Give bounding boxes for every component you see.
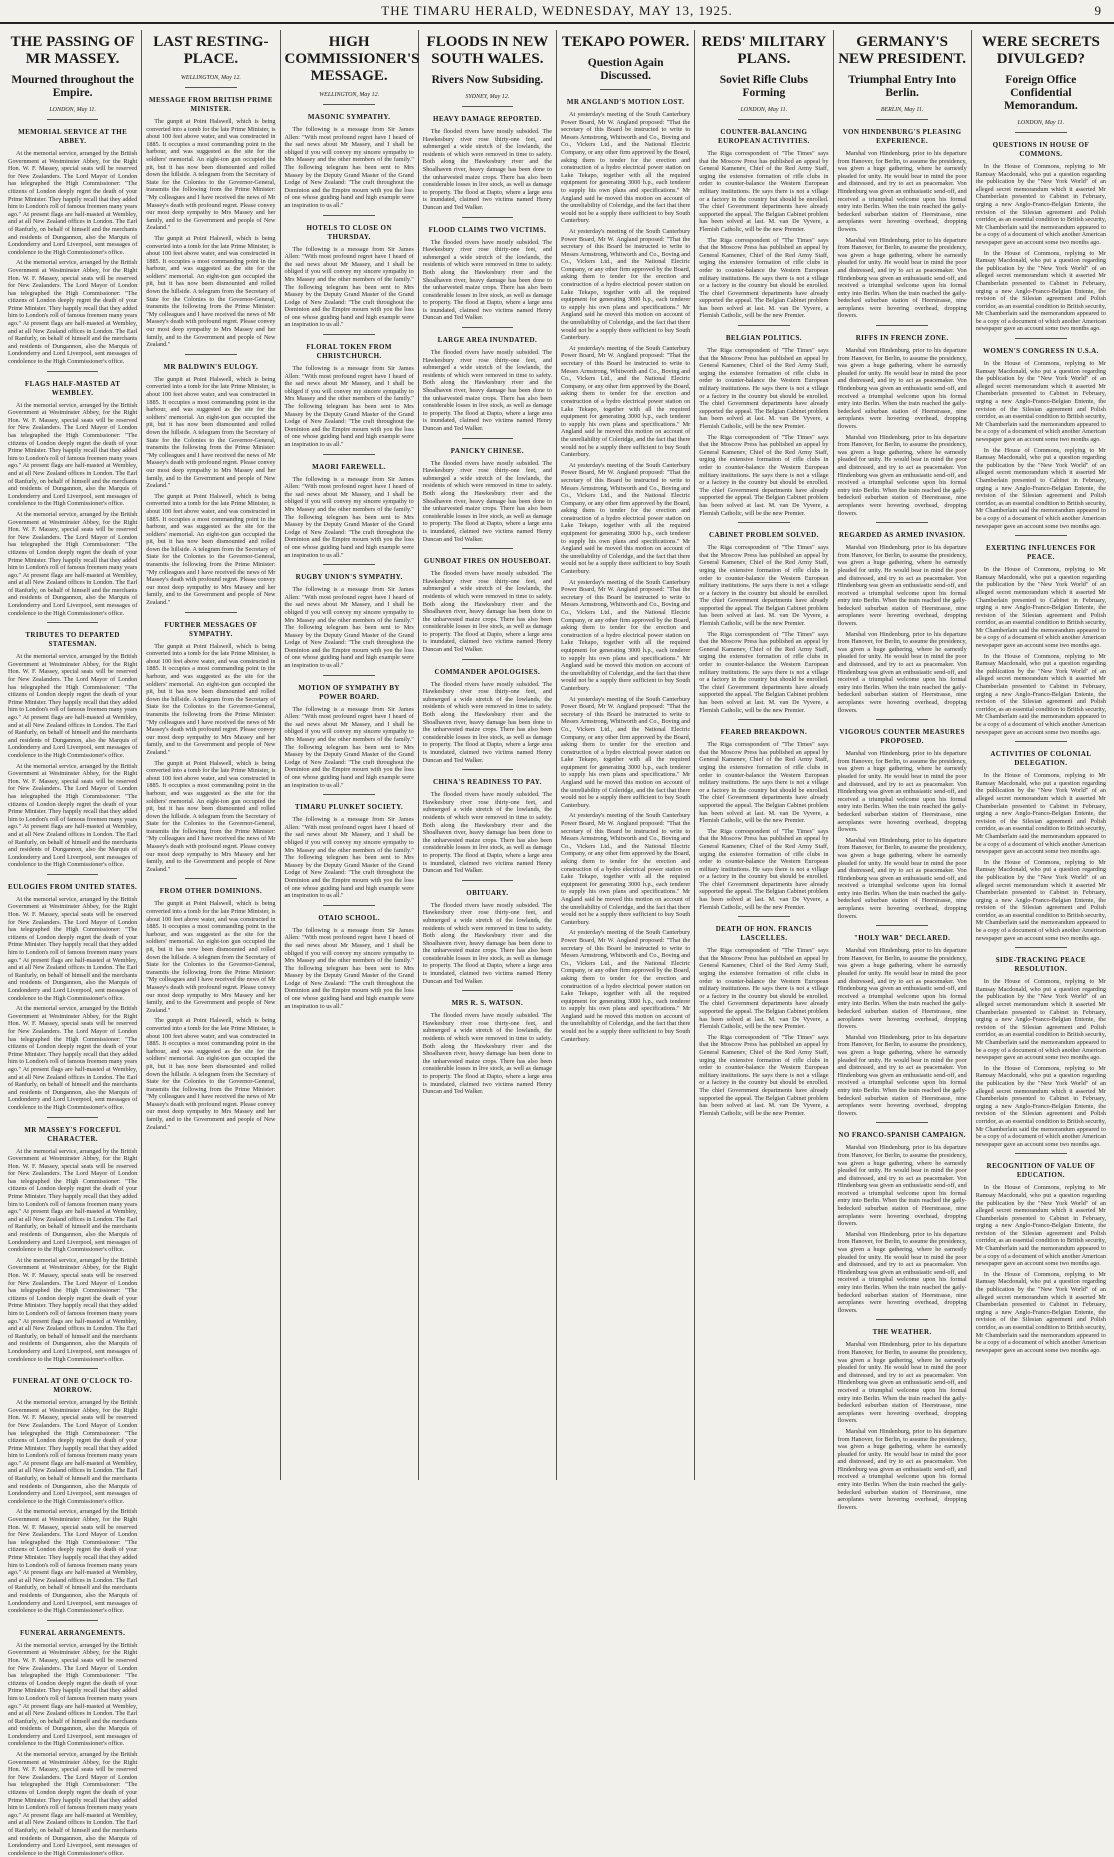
sub-headline: ACTIVITIES OF COLONIAL DELEGATION. [990, 750, 1092, 768]
divider-rule [47, 1620, 99, 1621]
article-paragraph: Marshal von Hindenburg, prior to his departure from Hanover, for Berlin, to assume the presidency, was given a huge gathering, where he earnestly pleaded for unity. He would bear in mind the poor and distressed, and try to act as peacemaker. Von Hindenburg was given an enthusiastic send-off, and received a triumphal welcome upon his formal entry into Berlin. When the train reached the gaily-bedecked suburban station of Heerstrasse, nine aeroplanes were hovering overhead, dropping flowers. [837, 1144, 967, 1228]
article-paragraph: The flooded rivers have mostly subsided. The Hawkesbury river rose thirty-one feet, and submerged a wide stretch of the lowlands, the residents of which were removed in time to safety. Both along the Hawkesbury river and the Shoalhaven river, heavy damage has been done to the unharvested maize crops. There has also been considerable losses in live stock, as well as damage to property. The flood at Dapto, where a large area is inundated, claimed two victims named Henry Duncan and Ted Walker. [422, 128, 552, 211]
article-paragraph: At yesterday's meeting of the South Canterbury Power Board, Mr W. Angland proposed: "That the secretary of this Board be instructed to write to Messrs Armstrong, Whitworth and Co., Boving and Co., Vickers Ltd., and the National Electric Company, or any other firm approved by the Board, asking them to tender for the erection and construction of a hydro electrical power station on Lake Tekapo, together with all the required equipment for generating 3000 h.p., each tenderer to supply his own plans and specifications." Mr Angland said he moved this motion on account of the unreliability of Coleridge, and the fact that there would not be a supply there sufficient to buy South Canterbury. [561, 111, 691, 225]
article-paragraph: The flooded rivers have mostly subsided. The Hawkesbury river rose thirty-one feet, and submerged a wide stretch of the lowlands, the residents of which were removed in time to safety. Both along the Hawkesbury river and the Shoalhaven river, heavy damage has been done to the unharvested maize crops. There has also been considerable losses in live stock, as well as damage to property. The flood at Dapto, where a large area is inundated, claimed two victims named Henry Duncan and Ted Walker. [422, 901, 552, 985]
article-paragraph: The Riga correspondent of "The Times" says that the Moscow Press has published an appeal by General Kamenev, Chief of the Red Army Staff, urging the extensive formation of rifle clubs in order to counter-balance the Western European military institutions. He says there is not a village or a factory in the country but should be enrolled. The chief Government departments have already supported the appeal. The Belgian Cabinet problem has been solved at last. M. van De Vyvere, a Flemish Catholic, will be the new Premier. [699, 827, 829, 911]
sub-headline: RIFFS IN FRENCH ZONE. [855, 334, 949, 343]
divider-rule [185, 354, 237, 355]
divider-rule [1015, 535, 1067, 536]
dateline: LONDON, May 11. [49, 107, 96, 113]
article-paragraph: At the memorial service, arranged by the British Government at Westminster Abbey, for the Right Hon. W. F. Massey, special seats will be reserved for New Zealanders. The Lord Mayor of London has telegraphed the High Commissioner: "The citizens of London deeply regret the death of your Prime Minister. They happily recall that they added him to London's roll of famous freemen many years ago." At present flags are half-masted at Wembley, and at all New Zealand offices in London. The Earl of Ranfurly, on behalf of himself and the merchants and residents of Dungannon, also the Marquis of Londonderry and Lord Liverpool, sent messages of condolence to the High Commissioner's office. [8, 1256, 138, 1363]
article-paragraph: The flooded rivers have mostly subsided. The Hawkesbury river rose thirty-one feet, and submerged a wide stretch of the lowlands, the residents of which were removed in time to safety. Both along the Hawkesbury river and the Shoalhaven river, heavy damage has been done to the unharvested maize crops. There has also been considerable losses in live stock, as well as damage to property. The flood at Dapto, where a large area is inundated, claimed two victims named Henry Duncan and Ted Walker. [422, 1012, 552, 1096]
dateline: WELLINGTON, May 12. [180, 75, 241, 81]
sub-headline: FURTHER MESSAGES OF SYMPATHY. [164, 620, 258, 638]
columns-container [4, 30, 1110, 1857]
article-paragraph: In the House of Commons, replying to Mr Ramsay Macdonald, who put a question regarding the publication by the "New York World" of an alleged secret memorandum which it asserted Mr Chamberlain presented to Cabinet in February, urging a new Anglo-Franco-Belgian Entente, the revision of the Silesian agreement and Polish corridor, as an essential condition to British security, Mr Chamberlain said the memorandum appeared to be a copy of a document of which another American newspaper gave an account some two months ago. [975, 446, 1106, 530]
divider-rule [462, 438, 514, 439]
sub-headline: QUESTIONS IN HOUSE OF COMMONS. [992, 141, 1090, 158]
divider-rule [323, 104, 375, 105]
column-deck: Foreign Office Confidential Memorandum. [1003, 74, 1078, 112]
article-paragraph: The gunpit at Point Halswell, which is being converted into a tomb for the late Prime Minister, is about 100 feet above water, and was constructed in 1885. It occupies a most commanding point in the harbour, and was suggested as the site for the soldiers' memorial. An eight-ton gun occupied the pit, but it has now been dismounted and rolled down the hillside. A telegram from the Secretary of State for the Colonies to the Governor-General, transmits the following from the Prime Minister: "My colleagues and I have received the news of Mr Massey's death with profound regret. Please convey our most deep sympathy to Mrs Massey and her family, and to the Government and people of New Zealand." [146, 118, 276, 232]
divider-rule [1015, 741, 1067, 742]
divider-rule [323, 454, 375, 455]
article-paragraph: In the House of Commons, replying to Mr Ramsay Macdonald, who put a question regarding the publication by the "New York World" of an alleged secret memorandum which it asserted Mr Chamberlain presented to Cabinet in February, urging a new Anglo-Franco-Belgian Entente, the revision of the Silesian agreement and Polish corridor, as an essential condition to British security, Mr Chamberlain said the memorandum appeared to be a copy of a document of which another American newspaper gave an account some two months ago. [975, 566, 1106, 650]
article-paragraph: The Riga correspondent of "The Times" says that the Moscow Press has published an appeal by General Kamenev, Chief of the Red Army Staff, urging the extensive formation of rifle clubs in order to counter-balance the Western European military institutions. He says there is not a village or a factory in the country but should be enrolled. The chief Government departments have already supported the appeal. The Belgian Cabinet problem has been solved at last. M. van De Vyvere, a Flemish Catholic, will be the new Premier. [699, 150, 829, 233]
divider-rule [600, 89, 652, 90]
column-headline: WERE SECRETS DIVULGED? [981, 34, 1100, 67]
sub-headline: HEAVY DAMAGE REPORTED. [433, 115, 542, 123]
article-paragraph: At the memorial service, arranged by the British Government at Westminster Abbey, for the Right Hon. W. F. Massey, special seats will be reserved for New Zealanders. The Lord Mayor of London has telegraphed the High Commissioner: "The citizens of London deeply regret the death of your Prime Minister. They happily recall that they added him to London's roll of famous freemen many years ago." At present flags are half-masted at Wembley, and at all New Zealand offices in London. The Earl of Ranfurly, on behalf of himself and the merchants and residents of Dungannon, also the Marquis of Londonderry and Lord Liverpool, sent messages of condolence to the High Commissioner's office. [8, 1751, 138, 1857]
sub-headline: OTAIO SCHOOL. [318, 913, 380, 922]
sub-headline: CABINET PROBLEM SOLVED. [708, 531, 819, 540]
divider-rule [876, 325, 928, 326]
article-paragraph: The flooded rivers have mostly subsided. The Hawkesbury river rose thirty-one feet, and submerged a wide stretch of the lowlands, the residents of which were removed in time to safety. Both along the Hawkesbury river and the Shoalhaven river, heavy damage has been done to the unharvested maize crops. There has also been considerable losses in live stock, as well as damage to property. The flood at Dapto, where a large area is inundated, claimed two victims named Henry Duncan and Ted Walker. [422, 238, 552, 322]
dateline: LONDON, May 11. [740, 107, 788, 113]
divider-rule [738, 325, 790, 326]
article-paragraph: Marshal von Hindenburg, prior to his departure from Hanover, for Berlin, to assume the presidency, was given a huge gathering, where he earnestly pleaded for unity. He would bear in mind the poor and distressed, and try to act as peacemaker. Von Hindenburg was given an enthusiastic send-off, and received a triumphal welcome upon his formal entry into Berlin. When the train reached the gaily-bedecked suburban station of Heerstrasse, nine aeroplanes were hovering overhead, dropping flowers. [837, 150, 967, 233]
sub-headline: FLOOD CLAIMS TWO VICTIMS. [428, 225, 547, 234]
sub-headline: GUNBOAT FIRES ON HOUSEBOAT. [423, 557, 551, 566]
article-paragraph: In the House of Commons, replying to Mr Ramsay Macdonald, who put a question regarding the publication by the "New York World" of an alleged secret memorandum which it asserted Mr Chamberlain presented to Cabinet in February, urging a new Anglo-Franco-Belgian Entente, the revision of the Silesian agreement and Polish corridor, as an essential condition to British security, Mr Chamberlain said the memorandum appeared to be a copy of a document of which another American newspaper gave an account some two months ago. [975, 858, 1106, 942]
sub-headline: TRIBUTES TO DEPARTED STATESMAN. [25, 631, 120, 649]
sub-headline: NO FRANCO-SPANISH CAMPAIGN. [838, 1131, 966, 1140]
divider-rule [47, 874, 99, 875]
sub-headline: RECOGNITION OF VALUE OF EDUCATION. [986, 1162, 1096, 1180]
article-paragraph: Marshal von Hindenburg, prior to his departure from Hanover, for Berlin, to assume the presidency, was given a huge gathering, where he earnestly pleaded for unity. He would bear in mind the poor and distressed, and try to act as peacemaker. Von Hindenburg was given an enthusiastic send-off, and received a triumphal welcome upon his formal entry into Berlin. When the train reached the gaily-bedecked suburban station of Heerstrasse, nine aeroplanes were hovering overhead, dropping flowers. [837, 630, 967, 714]
article-paragraph: At yesterday's meeting of the South Canterbury Power Board, Mr W. Angland proposed: "That the secretary of this Board be instructed to write to Messrs Armstrong, Whitworth and Co., Boving and Co., Vickers Ltd., and the National Electric Company, or any other firm approved by the Board, asking them to tender for the erection and construction of a hydro electrical power station on Lake Tekapo, together with all the required equipment for generating 3000 h.p., each tenderer to supply his own plans and specifications." Mr Angland said he moved this motion on account of the unreliability of Coleridge, and the fact that there would not be a supply there sufficient to buy South Canterbury. [561, 929, 691, 1043]
article-paragraph: The Riga correspondent of "The Times" says that the Moscow Press has published an appeal by General Kamenev, Chief of the Red Army Staff, urging the extensive formation of rifle clubs in order to counter-balance the Western European military institutions. He says there is not a village or a factory in the country but should be enrolled. The chief Government departments have already supported the appeal. The Belgian Cabinet problem has been solved at last. M. van De Vyvere, a Flemish Catholic, will be the new Premier. [699, 947, 829, 1031]
divider-rule [876, 719, 928, 720]
article-paragraph: Marshal von Hindenburg, prior to his departure from Hanover, for Berlin, to assume the presidency, was given a huge gathering, where he earnestly pleaded for unity. He would bear in mind the poor and distressed, and try to act as peacemaker. Von Hindenburg was given an enthusiastic send-off, and received a triumphal welcome upon his formal entry into Berlin. When the train reached the gaily-bedecked suburban station of Heerstrasse, nine aeroplanes were hovering overhead, dropping flowers. [837, 1033, 967, 1117]
article-paragraph: At yesterday's meeting of the South Canterbury Power Board, Mr W. Angland proposed: "That the secretary of this Board be instructed to write to Messrs Armstrong, Whitworth and Co., Boving and Co., Vickers Ltd., and the National Electric Company, or any other firm approved by the Board, asking them to tender for the erection and construction of a hydro electrical power station on Lake Tekapo, together with all the required equipment for generating 3000 h.p., each tenderer to supply his own plans and specifications." Mr Angland said he moved this motion on account of the unreliability of Coleridge, and the fact that there would not be a supply there sufficient to buy South Canterbury. [561, 461, 691, 576]
sub-headline: PANICKY CHINESE. [450, 446, 525, 455]
article-paragraph: At the memorial service, arranged by the British Government at Westminster Abbey, for the Right Hon. W. F. Massey, special seats will be reserved for New Zealanders. The Lord Mayor of London has telegraphed the High Commissioner: "The citizens of London deeply regret the death of your Prime Minister. They happily recall that they added him to London's roll of famous freemen many years ago." At present flags are half-masted at Wembley, and at all New Zealand offices in London. The Earl of Ranfurly, on behalf of himself and the merchants and residents of Dungannon, also the Marquis of Londonderry and Lord Liverpool, sent messages of condolence to the High Commissioner's office. [8, 1005, 138, 1111]
divider-rule [323, 675, 375, 676]
sub-headline: DEATH OF HON. FRANCIS LASCELLES. [715, 925, 813, 943]
article-paragraph: The Riga correspondent of "The Times" says that the Moscow Press has published an appeal by General Kamenev, Chief of the Red Army Staff, urging the extensive formation of rifle clubs in order to counter-balance the Western European military institutions. He says there is not a village or a factory in the country but should be enrolled. The chief Government departments have already supported the appeal. The Belgian Cabinet problem has been solved at last. M. van De Vyvere, a Flemish Catholic, will be the new Premier. [699, 433, 829, 517]
divider-rule [462, 327, 514, 328]
column-headline: GERMANY'S NEW PRESIDENT. [838, 34, 967, 67]
divider-rule [462, 548, 514, 549]
column-headline: FLOODS IN NEW SOUTH WALES. [426, 34, 549, 67]
article-paragraph: The following is a message from Sir James Allen: "With most profound regret have I heard of the sad news about Mr Massey, and I shall be obliged if you will convey my sincere sympathy to Mrs Massey and the other members of the family." The following telegram has been sent to Mrs Massey by the Deputy Grand Master of the Grand Lodge of New Zealand: "The craft throughout the Dominion and the Empire mourn with you the loss of one whose guiding hand and high example were an inspiration to us all." [284, 126, 414, 209]
divider-rule [47, 119, 99, 120]
sub-headline: FROM OTHER DOMINIONS. [159, 887, 263, 896]
column-6 [695, 30, 833, 1480]
divider-rule [462, 659, 514, 660]
divider-rule [323, 334, 375, 335]
divider-rule [1015, 1153, 1067, 1154]
divider-rule [323, 905, 375, 906]
sub-headline: OBITUARY. [466, 888, 509, 897]
divider-rule [185, 878, 237, 879]
dateline: SYDNEY, May 12. [465, 94, 510, 100]
divider-rule [323, 794, 375, 795]
article-paragraph: The Riga correspondent of "The Times" says that the Moscow Press has published an appeal by General Kamenev, Chief of the Red Army Staff, urging the extensive formation of rifle clubs in order to counter-balance the Western European military institutions. He says there is not a village or a factory in the country but should be enrolled. The chief Government departments have already supported the appeal. The Belgian Cabinet problem has been solved at last. M. van De Vyvere, a Flemish Catholic, will be the new Premier. [699, 630, 829, 714]
masthead-title: THE TIMARU HERALD, WEDNESDAY, MAY 13, 1925. [381, 3, 733, 18]
divider-rule [462, 880, 514, 881]
sub-headline: MAORI FAREWELL. [312, 462, 387, 471]
article-paragraph: At the memorial service, arranged by the British Government at Westminster Abbey, for the Right Hon. W. F. Massey, special seats will be reserved for New Zealanders. The Lord Mayor of London has telegraphed the High Commissioner: "The citizens of London deeply regret the death of your Prime Minister. They happily recall that they added him to London's roll of famous freemen many years ago." At present flags are half-masted at Wembley, and at all New Zealand offices in London. The Earl of Ranfurly, on behalf of himself and the merchants and residents of Dungannon, also the Marquis of Londonderry and Lord Liverpool, sent messages of condolence to the High Commissioner's office. [8, 1641, 138, 1748]
article-paragraph: Marshal von Hindenburg, prior to his departure from Hanover, for Berlin, to assume the presidency, was given a huge gathering, where he earnestly pleaded for unity. He would bear in mind the poor and distressed, and try to act as peacemaker. Von Hindenburg was given an enthusiastic send-off, and received a triumphal welcome upon his formal entry into Berlin. When the train reached the gaily-bedecked suburban station of Heerstrasse, nine aeroplanes were hovering overhead, dropping flowers. [837, 1341, 967, 1425]
divider-rule [47, 622, 99, 623]
article-paragraph: The following is a message from Sir James Allen: "With most profound regret have I heard of the sad news about Mr Massey, and I shall be obliged if you will convey my sincere sympathy to Mrs Massey and the other members of the family." The following telegram has been sent to Mrs Massey by the Deputy Grand Master of the Grand Lodge of New Zealand: "The craft throughout the Dominion and the Empire mourn with you the loss of one whose guiding hand and high example were an inspiration to us all." [284, 586, 414, 670]
column-3 [281, 30, 419, 1480]
article-paragraph: The following is a message from Sir James Allen: "With most profound regret have I heard of the sad news about Mr Massey, and I shall be obliged if you will convey my sincere sympathy to Mrs Massey and the other members of the family." The following telegram has been sent to Mrs Massey by the Deputy Grand Master of the Grand Lodge of New Zealand: "The craft throughout the Dominion and the Empire mourn with you the loss of one whose guiding hand and high example were an inspiration to us all." [284, 705, 414, 789]
article-paragraph: At the memorial service, arranged by the British Government at Westminster Abbey, for the Right Hon. W. F. Massey, special seats will be reserved for New Zealanders. The Lord Mayor of London has telegraphed the High Commissioner: "The citizens of London deeply regret the death of your Prime Minister. They happily recall that they added him to London's roll of famous freemen many years ago." At present flags are half-masted at Wembley, and at all New Zealand offices in London. The Earl of Ranfurly, on behalf of himself and the merchants and residents of Dungannon, also the Marquis of Londonderry and Lord Liverpool, sent messages of condolence to the High Commissioner's office. [8, 1147, 138, 1254]
sub-headline: MR MASSEY'S FORCEFUL CHARACTER. [24, 1125, 121, 1143]
article-paragraph: The flooded rivers have mostly subsided. The Hawkesbury river rose thirty-one feet, and submerged a wide stretch of the lowlands, the residents of which were removed in time to safety. Both along the Hawkesbury river and the Shoalhaven river, heavy damage has been done to the unharvested maize crops. There has also been considerable losses in live stock, as well as damage to property. The flood at Dapto, where a large area is inundated, claimed two victims named Henry Duncan and Ted Walker. [422, 791, 552, 875]
divider-rule [323, 564, 375, 565]
article-paragraph: The flooded rivers have mostly subsided. The Hawkesbury river rose thirty-one feet, and submerged a wide stretch of the lowlands, the residents of which were removed in time to safety. Both along the Hawkesbury river and the Shoalhaven river, heavy damage has been done to the unharvested maize crops. There has also been considerable losses in live stock, as well as damage to property. The flood at Dapto, where a large area is inundated, claimed two victims named Henry Duncan and Ted Walker. [422, 349, 552, 432]
article-paragraph: Marshal von Hindenburg, prior to his departure from Hanover, for Berlin, to assume the presidency, was given a huge gathering, where he earnestly pleaded for unity. He would bear in mind the poor and distressed, and try to act as peacemaker. Von Hindenburg was given an enthusiastic send-off, and received a triumphal welcome upon his formal entry into Berlin. When the train reached the gaily-bedecked suburban station of Heerstrasse, nine aeroplanes were hovering overhead, dropping flowers. [837, 836, 967, 920]
sub-headline: REGARDED AS ARMED INVASION. [838, 531, 966, 540]
divider-rule [876, 925, 928, 926]
sub-headline: WOMEN'S CONGRESS IN U.S.A. [982, 347, 1099, 356]
sub-headline: MASONIC SYMPATHY. [307, 113, 391, 121]
sub-headline: LARGE AREA INUNDATED. [437, 336, 538, 345]
article-paragraph: The following is a message from Sir James Allen: "With most profound regret have I heard of the sad news about Mr Massey, and I shall be obliged if you will convey my sincere sympathy to Mrs Massey and the other members of the family." The following telegram has been sent to Mrs Massey by the Deputy Grand Master of the Grand Lodge of New Zealand: "The craft throughout the Dominion and the Empire mourn with you the loss of one whose guiding hand and high example were an inspiration to us all." [284, 245, 414, 329]
column-5 [557, 30, 695, 1480]
article-paragraph: At the memorial service, arranged by the British Government at Westminster Abbey, for the Right Hon. W. F. Massey, special seats will be reserved for New Zealanders. The Lord Mayor of London has telegraphed the High Commissioner: "The citizens of London deeply regret the death of your Prime Minister. They happily recall that they added him to London's roll of famous freemen many years ago." At present flags are half-masted at Wembley, and at all New Zealand offices in London. The Earl of Ranfurly, on behalf of himself and the merchants and residents of Dungannon, also the Marquis of Londonderry and Lord Liverpool, sent messages of condolence to the High Commissioner's office. [8, 653, 138, 759]
article-paragraph: The gunpit at Point Halswell, which is being converted into a tomb for the late Prime Minister, is about 100 feet above water, and was constructed in 1885. It occupies a most commanding point in the harbour, and was suggested as the site for the soldiers' memorial. An eight-ton gun occupied the pit, but it has now been dismounted and rolled down the hillside. A telegram from the Secretary of State for the Colonies to the Governor-General, transmits the following from the Prime Minister: "My colleagues and I have received the news of Mr Massey's death with profound regret. Please convey our most deep sympathy to Mrs Massey and her family, and to the Government and people of New Zealand." [146, 642, 276, 756]
divider-rule [47, 371, 99, 372]
column-deck: Mourned throughout the Empire. [11, 74, 134, 99]
sub-headline: "HOLY WAR" DECLARED. [854, 934, 951, 943]
article-paragraph: The gunpit at Point Halswell, which is being converted into a tomb for the late Prime Minister, is about 100 feet above water, and was constructed in 1885. It occupies a most commanding point in the harbour, and was suggested as the site for the soldiers' memorial. An eight-ton gun occupied the pit, but it has now been dismounted and rolled down the hillside. A telegram from the Secretary of State for the Colonies to the Governor-General, transmits the following from the Prime Minister: "My colleagues and I have received the news of Mr Massey's death with profound regret. Please convey our most deep sympathy to Mrs Massey and her family, and to the Government and people of New Zealand." [146, 492, 276, 607]
sub-headline: EXERTING INFLUENCES FOR PEACE. [986, 544, 1096, 562]
article-paragraph: The gunpit at Point Halswell, which is being converted into a tomb for the late Prime Minister, is about 100 feet above water, and was constructed in 1885. It occupies a most commanding point in the harbour, and was suggested as the site for the soldiers' memorial. An eight-ton gun occupied the pit, but it has now been dismounted and rolled down the hillside. A telegram from the Secretary of State for the Colonies to the Governor-General, transmits the following from the Prime Minister: "My colleagues and I have received the news of Mr Massey's death with profound regret. Please convey our most deep sympathy to Mrs Massey and her family, and to the Government and people of New Zealand." [146, 900, 276, 1014]
article-paragraph: At the memorial service, arranged by the British Government at Westminster Abbey, for the Right Hon. W. F. Massey, special seats will be reserved for New Zealanders. The Lord Mayor of London has telegraphed the High Commissioner: "The citizens of London deeply regret the death of your Prime Minister. They happily recall that they added him to London's roll of famous freemen many years ago." At present flags are half-masted at Wembley, and at all New Zealand offices in London. The Earl of Ranfurly, on behalf of himself and the merchants and residents of Dungannon, also the Marquis of Londonderry and Lord Liverpool, sent messages of condolence to the High Commissioner's office. [8, 259, 138, 366]
article-paragraph: In the House of Commons, replying to Mr Ramsay Macdonald, who put a question regarding the publication by the "New York World" of an alleged secret memorandum which it asserted Mr Chamberlain presented to Cabinet in February, urging a new Anglo-Franco-Belgian Entente, the revision of the Silesian agreement and Polish corridor, as an essential condition to British security, Mr Chamberlain said the memorandum appeared to be a copy of a document of which another American newspaper gave an account some two months ago. [975, 360, 1106, 443]
divider-rule [462, 990, 514, 991]
divider-rule [462, 217, 514, 218]
article-paragraph: Marshal von Hindenburg, prior to his departure from Hanover, for Berlin, to assume the presidency, was given a huge gathering, where he earnestly pleaded for unity. He would bear in mind the poor and distressed, and try to act as peacemaker. Von Hindenburg was given an enthusiastic send-off, and received a triumphal welcome upon his formal entry into Berlin. When the train reached the gaily-bedecked suburban station of Heerstrasse, nine aeroplanes were hovering overhead, dropping flowers. [837, 236, 967, 320]
sub-headline: THE WEATHER. [872, 1328, 932, 1337]
article-paragraph: The following is a message from Sir James Allen: "With most profound regret have I heard of the sad news about Mr Massey, and I shall be obliged if you will convey my sincere sympathy to Mrs Massey and the other members of the family." The following telegram has been sent to Mrs Massey by the Deputy Grand Master of the Grand Lodge of New Zealand: "The craft throughout the Dominion and the Empire mourn with you the loss of one whose guiding hand and high example were an inspiration to us all." [284, 475, 414, 559]
column-headline: THE PASSING OF MR MASSEY. [10, 34, 135, 67]
article-paragraph: Marshal von Hindenburg, prior to his departure from Hanover, for Berlin, to assume the presidency, was given a huge gathering, where he earnestly pleaded for unity. He would bear in mind the poor and distressed, and try to act as peacemaker. Von Hindenburg was given an enthusiastic send-off, and received a triumphal welcome upon his formal entry into Berlin. When the train reached the gaily-bedecked suburban station of Heerstrasse, nine aeroplanes were hovering overhead, dropping flowers. [837, 1230, 967, 1314]
divider-rule [1015, 132, 1067, 133]
divider-rule [462, 769, 514, 770]
masthead [0, 0, 1114, 24]
divider-rule [876, 522, 928, 523]
article-paragraph: At the memorial service, arranged by the British Government at Westminster Abbey, for the Right Hon. W. F. Massey, special seats will be reserved for New Zealanders. The Lord Mayor of London has telegraphed the High Commissioner: "The citizens of London deeply regret the death of your Prime Minister. They happily recall that they added him to London's roll of famous freemen many years ago." At present flags are half-masted at Wembley, and at all New Zealand offices in London. The Earl of Ranfurly, on behalf of himself and the merchants and residents of Dungannon, also the Marquis of Londonderry and Lord Liverpool, sent messages of condolence to the High Commissioner's office. [8, 762, 138, 869]
sub-headline: TIMARU PLUNKET SOCIETY. [295, 803, 404, 812]
sub-headline: COMMANDER APOLOGISES. [434, 667, 541, 676]
column-8 [972, 30, 1110, 1480]
divider-rule [1015, 338, 1067, 339]
article-paragraph: Marshal von Hindenburg, prior to his departure from Hanover, for Berlin, to assume the presidency, was given a huge gathering, where he earnestly pleaded for unity. He would bear in mind the poor and distressed, and try to act as peacemaker. Von Hindenburg was given an enthusiastic send-off, and received a triumphal welcome upon his formal entry into Berlin. When the train reached the gaily-bedecked suburban station of Heerstrasse, nine aeroplanes were hovering overhead, dropping flowers. [837, 947, 967, 1031]
column-headline: HIGH COMMISSIONER'S MESSAGE. [284, 34, 420, 84]
article-paragraph: The following is a message from Sir James Allen: "With most profound regret have I heard of the sad news about Mr Massey, and I shall be obliged if you will convey my sincere sympathy to Mrs Massey and the other members of the family." The following telegram has been sent to Mrs Massey by the Deputy Grand Master of the Grand Lodge of New Zealand: "The craft throughout the Dominion and the Empire mourn with you the loss of one whose guiding hand and high example were an inspiration to us all." [284, 365, 414, 448]
sub-headline: MEMORIAL SERVICE AT THE ABBEY. [18, 128, 128, 145]
article-paragraph: Marshal von Hindenburg, prior to his departure from Hanover, for Berlin, to assume the presidency, was given a huge gathering, where he earnestly pleaded for unity. He would bear in mind the poor and distressed, and try to act as peacemaker. Von Hindenburg was given an enthusiastic send-off, and received a triumphal welcome upon his formal entry into Berlin. When the train reached the gaily-bedecked suburban station of Heerstrasse, nine aeroplanes were hovering overhead, dropping flowers. [837, 750, 967, 834]
article-paragraph: At the memorial service, arranged by the British Government at Westminster Abbey, for the Right Hon. W. F. Massey, special seats will be reserved for New Zealanders. The Lord Mayor of London has telegraphed the High Commissioner: "The citizens of London deeply regret the death of your Prime Minister. They happily recall that they added him to London's roll of famous freemen many years ago." At present flags are half-masted at Wembley, and at all New Zealand offices in London. The Earl of Ranfurly, on behalf of himself and the merchants and residents of Dungannon, also the Marquis of Londonderry and Lord Liverpool, sent messages of condolence to the High Commissioner's office. [8, 401, 138, 508]
page-number: 9 [1094, 3, 1102, 18]
column-headline: REDS' MILITARY PLANS. [701, 34, 827, 67]
column-2 [142, 30, 280, 1480]
column-deck: Soviet Rifle Clubs Forming [719, 74, 808, 99]
sub-headline: CHINA'S READINESS TO PAY. [433, 778, 542, 787]
article-paragraph: The following is a message from Sir James Allen: "With most profound regret have I heard of the sad news about Mr Massey, and I shall be obliged if you will convey my sincere sympathy to Mrs Massey and the other members of the family." The following telegram has been sent to Mrs Massey by the Deputy Grand Master of the Grand Lodge of New Zealand: "The craft throughout the Dominion and the Empire mourn with you the loss of one whose guiding hand and high example were an inspiration to us all." [284, 816, 414, 900]
sub-headline: MR BALDWIN'S EULOGY. [163, 362, 259, 371]
divider-rule [1015, 947, 1067, 948]
article-paragraph: The flooded rivers have mostly subsided. The Hawkesbury river rose thirty-one feet, and submerged a wide stretch of the lowlands, the residents of which were removed in time to safety. Both along the Hawkesbury river and the Shoalhaven river, heavy damage has been done to the unharvested maize crops. There has also been considerable losses in live stock, as well as damage to property. The flood at Dapto, where a large area is inundated, claimed two victims named Henry Duncan and Ted Walker. [422, 680, 552, 764]
sub-headline: MOTION OF SYMPATHY BY POWER BOARD. [298, 683, 400, 701]
article-paragraph: The Riga correspondent of "The Times" says that the Moscow Press has published an appeal by General Kamenev, Chief of the Red Army Staff, urging the extensive formation of rifle clubs in order to counter-balance the Western European military institutions. He says there is not a village or a factory in the country but should be enrolled. The chief Government departments have already supported the appeal. The Belgian Cabinet problem has been solved at last. M. van De Vyvere, a Flemish Catholic, will be the new Premier. [699, 347, 829, 430]
column-4 [419, 30, 557, 1480]
article-paragraph: Marshal von Hindenburg, prior to his departure from Hanover, for Berlin, to assume the presidency, was given a huge gathering, where he earnestly pleaded for unity. He would bear in mind the poor and distressed, and try to act as peacemaker. Von Hindenburg was given an enthusiastic send-off, and received a triumphal welcome upon his formal entry into Berlin. When the train reached the gaily-bedecked suburban station of Heerstrasse, nine aeroplanes were hovering overhead, dropping flowers. [837, 544, 967, 628]
sub-headline: FEARED BREAKDOWN. [720, 728, 808, 737]
article-paragraph: In the House of Commons, replying to Mr Ramsay Macdonald, who put a question regarding the publication by the "New York World" of an alleged secret memorandum which it asserted Mr Chamberlain presented to Cabinet in February, urging a new Anglo-Franco-Belgian Entente, the revision of the Silesian agreement and Polish corridor, as an essential condition to British security, Mr Chamberlain said the memorandum appeared to be a copy of a document of which another American newspaper gave an account some two months ago. [975, 652, 1106, 736]
article-paragraph: At yesterday's meeting of the South Canterbury Power Board, Mr W. Angland proposed: "That the secretary of this Board be instructed to write to Messrs Armstrong, Whitworth and Co., Boving and Co., Vickers Ltd., and the National Electric Company, or any other firm approved by the Board, asking them to tender for the erection and construction of a hydro electrical power station on Lake Tekapo, together with all the required equipment for generating 3000 h.p., each tenderer to supply his own plans and specifications." Mr Angland said he moved this motion on account of the unreliability of Coleridge, and the fact that there would not be a supply there sufficient to buy South Canterbury. [561, 227, 691, 342]
sub-headline: BELGIAN POLITICS. [725, 334, 802, 343]
article-paragraph: In the House of Commons, replying to Mr Ramsay Macdonald, who put a question regarding the publication by the "New York World" of an alleged secret memorandum which it asserted Mr Chamberlain presented to Cabinet in February, urging a new Anglo-Franco-Belgian Entente, the revision of the Silesian agreement and Polish corridor, as an essential condition to British security, Mr Chamberlain said the memorandum appeared to be a copy of a document of which another American newspaper gave an account some two months ago. [975, 249, 1106, 333]
article-paragraph: Marshal von Hindenburg, prior to his departure from Hanover, for Berlin, to assume the presidency, was given a huge gathering, where he earnestly pleaded for unity. He would bear in mind the poor and distressed, and try to act as peacemaker. Von Hindenburg was given an enthusiastic send-off, and received a triumphal welcome upon his formal entry into Berlin. When the train reached the gaily-bedecked suburban station of Heerstrasse, nine aeroplanes were hovering overhead, dropping flowers. [837, 433, 967, 517]
article-paragraph: The flooded rivers have mostly subsided. The Hawkesbury river rose thirty-one feet, and submerged a wide stretch of the lowlands, the residents of which were removed in time to safety. Both along the Hawkesbury river and the Shoalhaven river, heavy damage has been done to the unharvested maize crops. There has also been considerable losses in live stock, as well as damage to property. The flood at Dapto, where a large area is inundated, claimed two victims named Henry Duncan and Ted Walker. [422, 459, 552, 543]
divider-rule [738, 119, 790, 120]
divider-rule [876, 119, 928, 120]
divider-rule [47, 1117, 99, 1118]
column-headline: TEKAPO POWER. [561, 34, 690, 50]
sub-headline: MRS R. S. WATSON. [451, 999, 524, 1008]
column-7 [834, 30, 972, 1511]
article-paragraph: At yesterday's meeting of the South Canterbury Power Board, Mr W. Angland proposed: "That the secretary of this Board be instructed to write to Messrs Armstrong, Whitworth and Co., Boving and Co., Vickers Ltd., and the National Electric Company, or any other firm approved by the Board, asking them to tender for the erection and construction of a hydro electrical power station on Lake Tekapo, together with all the required equipment for generating 3000 h.p., each tenderer to supply his own plans and specifications." Mr Angland said he moved this motion on account of the unreliability of Coleridge, and the fact that there would not be a supply there sufficient to buy South Canterbury. [561, 695, 691, 809]
divider-rule [876, 1319, 928, 1320]
dateline: LONDON, May 11. [1017, 120, 1065, 126]
article-paragraph: The gunpit at Point Halswell, which is being converted into a tomb for the late Prime Minister, is about 100 feet above water, and was constructed in 1885. It occupies a most commanding point in the harbour, and was suggested as the site for the soldiers' memorial. An eight-ton gun occupied the pit, but it has now been dismounted and rolled down the hillside. A telegram from the Secretary of State for the Colonies to the Governor-General, transmits the following from the Prime Minister: "My colleagues and I have received the news of Mr Massey's death with profound regret. Please convey our most deep sympathy to Mrs Massey and her family, and to the Government and people of New Zealand." [146, 234, 276, 349]
article-paragraph: The following is a message from Sir James Allen: "With most profound regret have I heard of the sad news about Mr Massey, and I shall be obliged if you will convey my sincere sympathy to Mrs Massey and the other members of the family." The following telegram has been sent to Mrs Massey by the Deputy Grand Master of the Grand Lodge of New Zealand: "The craft throughout the Dominion and the Empire mourn with you the loss of one whose guiding hand and high example were an inspiration to us all." [284, 926, 414, 1010]
sub-headline: COUNTER-BALANCING EUROPEAN ACTIVITIES. [718, 128, 810, 145]
article-paragraph: Marshal von Hindenburg, prior to his departure from Hanover, for Berlin, to assume the presidency, was given a huge gathering, where he earnestly pleaded for unity. He would bear in mind the poor and distressed, and try to act as peacemaker. Von Hindenburg was given an enthusiastic send-off, and received a triumphal welcome upon his formal entry into Berlin. When the train reached the gaily-bedecked suburban station of Heerstrasse, nine aeroplanes were hovering overhead, dropping flowers. [837, 1427, 967, 1511]
article-paragraph: Marshal von Hindenburg, prior to his departure from Hanover, for Berlin, to assume the presidency, was given a huge gathering, where he earnestly pleaded for unity. He would bear in mind the poor and distressed, and try to act as peacemaker. Von Hindenburg was given an enthusiastic send-off, and received a triumphal welcome upon his formal entry into Berlin. When the train reached the gaily-bedecked suburban station of Heerstrasse, nine aeroplanes were hovering overhead, dropping flowers. [837, 347, 967, 430]
article-paragraph: In the House of Commons, replying to Mr Ramsay Macdonald, who put a question regarding the publication by the "New York World" of an alleged secret memorandum which it asserted Mr Chamberlain presented to Cabinet in February, urging a new Anglo-Franco-Belgian Entente, the revision of the Silesian agreement and Polish corridor, as an essential condition to British security, Mr Chamberlain said the memorandum appeared to be a copy of a document of which another American newspaper gave an account some two months ago. [975, 163, 1106, 246]
article-paragraph: At the memorial service, arranged by the British Government at Westminster Abbey, for the Right Hon. W. F. Massey, special seats will be reserved for New Zealanders. The Lord Mayor of London has telegraphed the High Commissioner: "The citizens of London deeply regret the death of your Prime Minister. They happily recall that they added him to London's roll of famous freemen many years ago." At present flags are half-masted at Wembley, and at all New Zealand offices in London. The Earl of Ranfurly, on behalf of himself and the merchants and residents of Dungannon, also the Marquis of Londonderry and Lord Liverpool, sent messages of condolence to the High Commissioner's office. [8, 1508, 138, 1615]
column-headline: LAST RESTING-PLACE. [153, 34, 269, 67]
sub-headline: RUGBY UNION'S SYMPATHY. [295, 573, 403, 582]
article-paragraph: In the House of Commons, replying to Mr Ramsay Macdonald, who put a question regarding the publication by the "New York World" of an alleged secret memorandum which it asserted Mr Chamberlain presented to Cabinet in February, urging a new Anglo-Franco-Belgian Entente, the revision of the Silesian agreement and Polish corridor, as an essential condition to British security, Mr Chamberlain said the memorandum appeared to be a copy of a document of which another American newspaper gave an account some two months ago. [975, 978, 1106, 1062]
sub-headline: SIDE-TRACKING PEACE RESOLUTION. [995, 956, 1086, 974]
sub-headline: MESSAGE FROM BRITISH PRIME MINISTER. [148, 96, 273, 113]
divider-rule [185, 87, 237, 88]
divider-rule [47, 1368, 99, 1369]
column-deck: Triumphal Entry Into Berlin. [848, 74, 957, 99]
sub-headline: VON HINDENBURG'S PLEASING EXPERIENCE. [842, 128, 962, 145]
article-paragraph: In the House of Commons, replying to Mr Ramsay Macdonald, who put a question regarding the publication by the "New York World" of an alleged secret memorandum which it asserted Mr Chamberlain presented to Cabinet in February, urging a new Anglo-Franco-Belgian Entente, the revision of the Silesian agreement and Polish corridor, as an essential condition to British security, Mr Chamberlain said the memorandum appeared to be a copy of a document of which another American newspaper gave an account some two months ago. [975, 772, 1106, 856]
column-deck: Question Again Discussed. [587, 57, 664, 82]
divider-rule [738, 719, 790, 720]
article-paragraph: At the memorial service, arranged by the British Government at Westminster Abbey, for the Right Hon. W. F. Massey, special seats will be reserved for New Zealanders. The Lord Mayor of London has telegraphed the High Commissioner: "The citizens of London deeply regret the death of your Prime Minister. They happily recall that they added him to London's roll of famous freemen many years ago." At present flags are half-masted at Wembley, and at all New Zealand offices in London. The Earl of Ranfurly, on behalf of himself and the merchants and residents of Dungannon, also the Marquis of Londonderry and Lord Liverpool, sent messages of condolence to the High Commissioner's office. [8, 895, 138, 1002]
divider-rule [185, 612, 237, 613]
sub-headline: HOTELS TO CLOSE ON THURSDAY. [306, 223, 392, 241]
article-paragraph: In the House of Commons, replying to Mr Ramsay Macdonald, who put a question regarding the publication by the "New York World" of an alleged secret memorandum which it asserted Mr Chamberlain presented to Cabinet in February, urging a new Anglo-Franco-Belgian Entente, the revision of the Silesian agreement and Polish corridor, as an essential condition to British security, Mr Chamberlain said the memorandum appeared to be a copy of a document of which another American newspaper gave an account some two months ago. [975, 1064, 1106, 1148]
divider-rule [738, 916, 790, 917]
divider-rule [738, 522, 790, 523]
article-paragraph: At yesterday's meeting of the South Canterbury Power Board, Mr W. Angland proposed: "That the secretary of this Board be instructed to write to Messrs Armstrong, Whitworth and Co., Boving and Co., Vickers Ltd., and the National Electric Company, or any other firm approved by the Board, asking them to tender for the erection and construction of a hydro electrical power station on Lake Tekapo, together with all the required equipment for generating 3000 h.p., each tenderer to supply his own plans and specifications." Mr Angland said he moved this motion on account of the unreliability of Coleridge, and the fact that there would not be a supply there sufficient to buy South Canterbury. [561, 578, 691, 692]
sub-headline: FLORAL TOKEN FROM CHRISTCHURCH. [306, 343, 392, 361]
sub-headline: FUNERAL ARRANGEMENTS. [20, 1628, 126, 1637]
sub-headline: FUNERAL AT ONE O'CLOCK TO-MORROW. [12, 1377, 133, 1395]
article-paragraph: At the memorial service, arranged by the British Government at Westminster Abbey, for the Right Hon. W. F. Massey, special seats will be reserved for New Zealanders. The Lord Mayor of London has telegraphed the High Commissioner: "The citizens of London deeply regret the death of your Prime Minister. They happily recall that they added him to London's roll of famous freemen many years ago." At present flags are half-masted at Wembley, and at all New Zealand offices in London. The Earl of Ranfurly, on behalf of himself and the merchants and residents of Dungannon, also the Marquis of Londonderry and Lord Liverpool, sent messages of condolence to the High Commissioner's office. [8, 150, 138, 256]
article-paragraph: At the memorial service, arranged by the British Government at Westminster Abbey, for the Right Hon. W. F. Massey, special seats will be reserved for New Zealanders. The Lord Mayor of London has telegraphed the High Commissioner: "The citizens of London deeply regret the death of your Prime Minister. They happily recall that they added him to London's roll of famous freemen many years ago." At present flags are half-masted at Wembley, and at all New Zealand offices in London. The Earl of Ranfurly, on behalf of himself and the merchants and residents of Dungannon, also the Marquis of Londonderry and Lord Liverpool, sent messages of condolence to the High Commissioner's office. [8, 510, 138, 617]
divider-rule [876, 1122, 928, 1123]
article-paragraph: The gunpit at Point Halswell, which is being converted into a tomb for the late Prime Minister, is about 100 feet above water, and was constructed in 1885. It occupies a most commanding point in the harbour, and was suggested as the site for the soldiers' memorial. An eight-ton gun occupied the pit, but it has now been dismounted and rolled down the hillside. A telegram from the Secretary of State for the Colonies to the Governor-General, transmits the following from the Prime Minister: "My colleagues and I have received the news of Mr Massey's death with profound regret. Please convey our most deep sympathy to Mrs Massey and her family, and to the Government and people of New Zealand." [146, 375, 276, 490]
article-paragraph: The Riga correspondent of "The Times" says that the Moscow Press has published an appeal by General Kamenev, Chief of the Red Army Staff, urging the extensive formation of rifle clubs in order to counter-balance the Western European military institutions. He says there is not a village or a factory in the country but should be enrolled. The chief Government departments have already supported the appeal. The Belgian Cabinet problem has been solved at last. M. van De Vyvere, a Flemish Catholic, will be the new Premier. [699, 1033, 829, 1117]
column-deck: Rivers Now Subsiding. [431, 74, 544, 86]
article-paragraph: At yesterday's meeting of the South Canterbury Power Board, Mr W. Angland proposed: "That the secretary of this Board be instructed to write to Messrs Armstrong, Whitworth and Co., Boving and Co., Vickers Ltd., and the National Electric Company, or any other firm approved by the Board, asking them to tender for the erection and construction of a hydro electrical power station on Lake Tekapo, together with all the required equipment for generating 3000 h.p., each tenderer to supply his own plans and specifications." Mr Angland said he moved this motion on account of the unreliability of Coleridge, and the fact that there would not be a supply there sufficient to buy South Canterbury. [561, 344, 691, 459]
sub-headline: FLAGS HALF-MASTED AT WEMBLEY. [24, 379, 121, 397]
article-paragraph: The gunpit at Point Halswell, which is being converted into a tomb for the late Prime Minister, is about 100 feet above water, and was constructed in 1885. It occupies a most commanding point in the harbour, and was suggested as the site for the soldiers' memorial. An eight-ton gun occupied the pit, but it has now been dismounted and rolled down the hillside. A telegram from the Secretary of State for the Colonies to the Governor-General, transmits the following from the Prime Minister: "My colleagues and I have received the news of Mr Massey's death with profound regret. Please convey our most deep sympathy to Mrs Massey and her family, and to the Government and people of New Zealand." [146, 1017, 276, 1131]
column-1 [4, 30, 142, 1857]
dateline: WELLINGTON, May 12. [319, 92, 380, 98]
article-paragraph: In the House of Commons, replying to Mr Ramsay Macdonald, who put a question regarding the publication by the "New York World" of an alleged secret memorandum which it asserted Mr Chamberlain presented to Cabinet in February, urging a new Anglo-Franco-Belgian Entente, the revision of the Silesian agreement and Polish corridor, as an essential condition to British security, Mr Chamberlain said the memorandum appeared to be a copy of a document of which another American newspaper gave an account some two months ago. [975, 1184, 1106, 1268]
sub-headline: EULOGIES FROM UNITED STATES. [8, 882, 138, 891]
article-paragraph: The Riga correspondent of "The Times" says that the Moscow Press has published an appeal by General Kamenev, Chief of the Red Army Staff, urging the extensive formation of rifle clubs in order to counter-balance the Western European military institutions. He says there is not a village or a factory in the country but should be enrolled. The chief Government departments have already supported the appeal. The Belgian Cabinet problem has been solved at last. M. van De Vyvere, a Flemish Catholic, will be the new Premier. [699, 236, 829, 320]
article-paragraph: The Riga correspondent of "The Times" says that the Moscow Press has published an appeal by General Kamenev, Chief of the Red Army Staff, urging the extensive formation of rifle clubs in order to counter-balance the Western European military institutions. He says there is not a village or a factory in the country but should be enrolled. The chief Government departments have already supported the appeal. The Belgian Cabinet problem has been solved at last. M. van De Vyvere, a Flemish Catholic, will be the new Premier. [699, 544, 829, 628]
divider-rule [323, 215, 375, 216]
article-paragraph: At the memorial service, arranged by the British Government at Westminster Abbey, for the Right Hon. W. F. Massey, special seats will be reserved for New Zealanders. The Lord Mayor of London has telegraphed the High Commissioner: "The citizens of London deeply regret the death of your Prime Minister. They happily recall that they added him to London's roll of famous freemen many years ago." At present flags are half-masted at Wembley, and at all New Zealand offices in London. The Earl of Ranfurly, on behalf of himself and the merchants and residents of Dungannon, also the Marquis of Londonderry and Lord Liverpool, sent messages of condolence to the High Commissioner's office. [8, 1399, 138, 1505]
article-paragraph: In the House of Commons, replying to Mr Ramsay Macdonald, who put a question regarding the publication by the "New York World" of an alleged secret memorandum which it asserted Mr Chamberlain presented to Cabinet in February, urging a new Anglo-Franco-Belgian Entente, the revision of the Silesian agreement and Polish corridor, as an essential condition to British security, Mr Chamberlain said the memorandum appeared to be a copy of a document of which another American newspaper gave an account some two months ago. [975, 1270, 1106, 1354]
sub-headline: MR ANGLAND'S MOTION LOST. [566, 98, 685, 106]
article-paragraph: At yesterday's meeting of the South Canterbury Power Board, Mr W. Angland proposed: "That the secretary of this Board be instructed to write to Messrs Armstrong, Whitworth and Co., Boving and Co., Vickers Ltd., and the National Electric Company, or any other firm approved by the Board, asking them to tender for the erection and construction of a hydro electrical power station on Lake Tekapo, together with all the required equipment for generating 3000 h.p., each tenderer to supply his own plans and specifications." Mr Angland said he moved this motion on account of the unreliability of Coleridge, and the fact that there would not be a supply there sufficient to buy South Canterbury. [561, 812, 691, 926]
article-paragraph: The Riga correspondent of "The Times" says that the Moscow Press has published an appeal by General Kamenev, Chief of the Red Army Staff, urging the extensive formation of rifle clubs in order to counter-balance the Western European military institutions. He says there is not a village or a factory in the country but should be enrolled. The chief Government departments have already supported the appeal. The Belgian Cabinet problem has been solved at last. M. van De Vyvere, a Flemish Catholic, will be the new Premier. [699, 741, 829, 825]
sub-headline: VIGOROUS COUNTER MEASURES PROPOSED. [839, 728, 965, 746]
dateline: BERLIN, May 11. [880, 107, 924, 113]
divider-rule [462, 106, 514, 107]
article-paragraph: The flooded rivers have mostly subsided. The Hawkesbury river rose thirty-one feet, and submerged a wide stretch of the lowlands, the residents of which were removed in time to safety. Both along the Hawkesbury river and the Shoalhaven river, heavy damage has been done to the unharvested maize crops. There has also been considerable losses in live stock, as well as damage to property. The flood at Dapto, where a large area is inundated, claimed two victims named Henry Duncan and Ted Walker. [422, 570, 552, 654]
article-paragraph: The gunpit at Point Halswell, which is being converted into a tomb for the late Prime Minister, is about 100 feet above water, and was constructed in 1885. It occupies a most commanding point in the harbour, and was suggested as the site for the soldiers' memorial. An eight-ton gun occupied the pit, but it has now been dismounted and rolled down the hillside. A telegram from the Secretary of State for the Colonies to the Governor-General, transmits the following from the Prime Minister: "My colleagues and I have received the news of Mr Massey's death with profound regret. Please convey our most deep sympathy to Mrs Massey and her family, and to the Government and people of New Zealand." [146, 759, 276, 873]
